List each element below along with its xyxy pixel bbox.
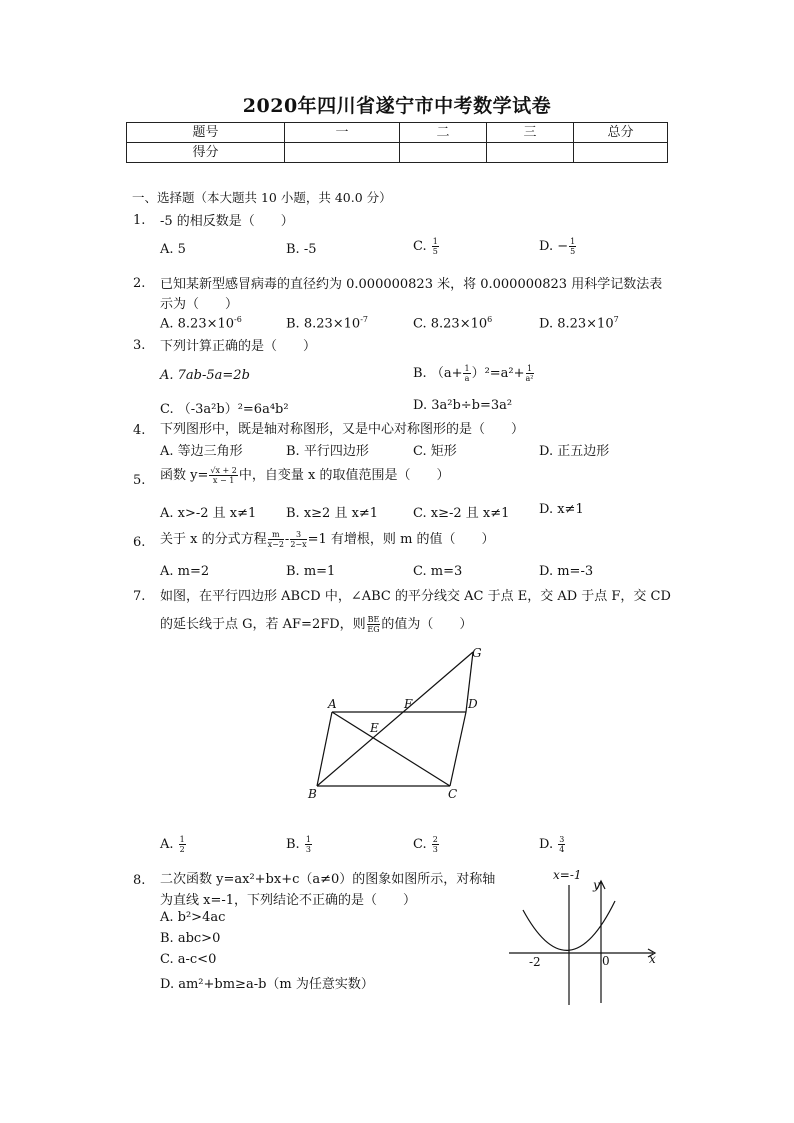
denominator: 2−x bbox=[290, 540, 307, 549]
label-c: C bbox=[448, 787, 458, 801]
stem-text: 函数 y= bbox=[160, 468, 209, 483]
option-a[interactable]: A. x>-2 且 x≠1 bbox=[160, 506, 257, 521]
numerator: 2 bbox=[432, 835, 438, 844]
option-d[interactable] bbox=[539, 835, 566, 854]
question-number: 5. bbox=[133, 473, 146, 488]
parallelogram-figure bbox=[300, 640, 500, 805]
option-text: B. （a+ bbox=[413, 366, 463, 381]
fraction bbox=[432, 237, 439, 256]
option-label: D. bbox=[539, 837, 558, 852]
label-f: F bbox=[404, 697, 413, 711]
option-label: C. bbox=[413, 239, 431, 254]
denominator: 2 bbox=[179, 845, 185, 854]
numerator: 3 bbox=[290, 530, 306, 540]
option-text: D. 8.23×10 bbox=[539, 316, 614, 332]
numerator: 1 bbox=[526, 364, 533, 373]
option-b[interactable]: B. m=1 bbox=[286, 564, 336, 579]
score-row-label: 得分 bbox=[127, 143, 285, 163]
fraction bbox=[432, 835, 439, 854]
score-header-cell: 二 bbox=[400, 123, 487, 143]
option-a[interactable]: A. 5 bbox=[160, 242, 186, 257]
fraction bbox=[268, 530, 284, 549]
question-stem: 为直线 x=-1，下列结论不正确的是（ ） bbox=[160, 893, 417, 908]
option-c[interactable] bbox=[413, 237, 440, 256]
denominator: 3 bbox=[305, 845, 311, 854]
fraction bbox=[179, 835, 186, 854]
option-c[interactable]: C. a-c<0 bbox=[160, 952, 217, 967]
section-heading: 一、选择题（本大题共 10 小题，共 40.0 分） bbox=[132, 190, 392, 205]
score-cell[interactable] bbox=[574, 143, 668, 163]
option-c[interactable]: C. （-3a²b）²=6a⁴b² bbox=[160, 402, 289, 417]
option-b[interactable] bbox=[413, 362, 535, 383]
score-table bbox=[126, 122, 668, 163]
segment-cd bbox=[450, 712, 466, 786]
score-cell[interactable] bbox=[285, 143, 400, 163]
fraction bbox=[558, 835, 565, 854]
fraction bbox=[305, 835, 312, 854]
numerator: m bbox=[268, 530, 284, 540]
option-label: D. − bbox=[539, 239, 569, 254]
page-title: 2020年四川省遂宁市中考数学试卷 bbox=[242, 95, 552, 117]
numerator: 1 bbox=[305, 835, 311, 844]
label-d: D bbox=[468, 697, 478, 711]
option-label: B. bbox=[286, 837, 304, 852]
stem-text: 的值为（ ） bbox=[381, 617, 473, 632]
question-number: 6. bbox=[133, 535, 146, 550]
stem-text: 的延长线于点 G，若 AF=2FD，则 bbox=[160, 617, 366, 632]
option-c[interactable] bbox=[413, 835, 440, 854]
option-text: A. 8.23×10 bbox=[160, 316, 235, 332]
option-a[interactable]: A. 等边三角形 bbox=[160, 444, 243, 459]
option-b[interactable]: B. -5 bbox=[286, 242, 317, 257]
question-stem: 示为（ ） bbox=[160, 297, 239, 312]
parabola-graph bbox=[505, 865, 665, 1010]
question-number: 7. bbox=[133, 589, 146, 604]
option-a[interactable]: A. m=2 bbox=[160, 564, 210, 579]
option-c[interactable] bbox=[413, 315, 492, 331]
axis-of-symmetry-label: x=-1 bbox=[553, 868, 582, 882]
option-label: A. bbox=[160, 837, 178, 852]
tick-label-neg2: -2 bbox=[529, 955, 541, 969]
question-number: 2. bbox=[133, 276, 146, 291]
exponent: 7 bbox=[613, 315, 619, 324]
denominator: 3 bbox=[432, 845, 438, 854]
numerator: BE bbox=[367, 615, 380, 624]
question-number: 3. bbox=[133, 338, 146, 353]
score-cell[interactable] bbox=[400, 143, 487, 163]
option-d[interactable]: D. am²+bm≥a-b（m 为任意实数） bbox=[160, 977, 374, 992]
option-d[interactable] bbox=[539, 315, 619, 331]
score-cell[interactable] bbox=[487, 143, 574, 163]
label-b: B bbox=[308, 787, 317, 801]
option-label: C. bbox=[413, 837, 431, 852]
option-d[interactable]: D. 3a²b÷b=3a² bbox=[413, 398, 513, 413]
question-stem: 下列计算正确的是（ ） bbox=[160, 339, 317, 354]
fraction bbox=[209, 466, 238, 485]
question-stem: 下列图形中，既是轴对称图形，又是中心对称图形的是（ ） bbox=[160, 422, 525, 437]
option-b[interactable] bbox=[286, 835, 313, 854]
stem-text: 中，自变量 x 的取值范围是（ ） bbox=[238, 468, 450, 483]
option-text: ）²=a²+ bbox=[471, 366, 525, 381]
option-d[interactable]: D. x≠1 bbox=[539, 502, 584, 517]
label-e: E bbox=[370, 721, 379, 735]
question-stem: 已知某新型感冒病毒的直径约为 0.000000823 米，将 0.000000823 用科学记数法表 bbox=[160, 277, 663, 292]
numerator: √x + 2 bbox=[210, 466, 237, 475]
label-a: A bbox=[328, 697, 337, 711]
exponent: 6 bbox=[487, 315, 493, 324]
denominator: a² bbox=[525, 374, 534, 383]
option-a[interactable] bbox=[160, 835, 187, 854]
denominator: EG bbox=[367, 625, 380, 634]
question-stem: 如图，在平行四边形 ABCD 中，∠ABC 的平分线交 AC 于点 E，交 AD 于点 F，交 CD bbox=[160, 589, 671, 604]
question-stem: 二次函数 y=ax²+bx+c（a≠0）的图象如图所示，对称轴 bbox=[160, 872, 496, 887]
numerator: 1 bbox=[570, 237, 576, 246]
score-header-cell: 一 bbox=[285, 123, 400, 143]
y-axis-label: y bbox=[593, 878, 600, 892]
score-header-cell: 总分 bbox=[574, 123, 668, 143]
denominator: 4 bbox=[559, 845, 565, 854]
option-a[interactable]: A. 7ab-5a=2b bbox=[160, 368, 250, 383]
denominator: 5 bbox=[570, 247, 576, 256]
x-axis-label: x bbox=[649, 952, 656, 966]
denominator: 5 bbox=[432, 247, 438, 256]
numerator: 1 bbox=[464, 364, 470, 373]
option-b[interactable]: B. abc>0 bbox=[160, 931, 221, 946]
stem-text: =1 有增根，则 m 的值（ ） bbox=[307, 532, 495, 547]
option-text: B. 8.23×10 bbox=[286, 316, 361, 332]
option-a[interactable] bbox=[160, 315, 242, 331]
option-d[interactable]: D. 正五边形 bbox=[539, 444, 610, 459]
option-d[interactable] bbox=[539, 237, 577, 256]
score-header-cell: 题号 bbox=[127, 123, 285, 143]
denominator: x − 1 bbox=[212, 476, 235, 485]
fraction bbox=[526, 364, 534, 383]
fraction bbox=[463, 364, 470, 383]
option-c[interactable]: C. m=3 bbox=[413, 564, 463, 579]
score-header-cell: 三 bbox=[487, 123, 574, 143]
question-number: 1. bbox=[133, 213, 146, 228]
option-c[interactable]: C. x≥-2 且 x≠1 bbox=[413, 506, 510, 521]
option-b[interactable]: B. x≥2 且 x≠1 bbox=[286, 506, 379, 521]
numerator: 1 bbox=[179, 835, 185, 844]
option-b[interactable] bbox=[286, 315, 368, 331]
option-b[interactable]: B. 平行四边形 bbox=[286, 444, 369, 459]
stem-text: - bbox=[284, 532, 290, 547]
option-a[interactable]: A. b²>4ac bbox=[160, 910, 226, 925]
numerator: 1 bbox=[432, 237, 438, 246]
option-text: C. 8.23×10 bbox=[413, 316, 488, 332]
question-number: 8. bbox=[133, 873, 146, 888]
denominator: a bbox=[464, 374, 470, 383]
question-stem bbox=[160, 528, 495, 549]
segment-bg bbox=[317, 652, 473, 786]
question-stem bbox=[160, 613, 472, 634]
numerator: 3 bbox=[559, 835, 565, 844]
question-stem: -5 的相反数是（ ） bbox=[160, 214, 294, 229]
option-c[interactable]: C. 矩形 bbox=[413, 444, 457, 459]
exponent: -6 bbox=[234, 315, 242, 324]
label-g: G bbox=[472, 646, 482, 660]
exponent: -7 bbox=[360, 315, 368, 324]
question-stem bbox=[160, 464, 449, 485]
fraction bbox=[290, 530, 306, 549]
option-d[interactable]: D. m=-3 bbox=[539, 564, 594, 579]
fraction bbox=[367, 615, 381, 634]
question-number: 4. bbox=[133, 423, 146, 438]
fraction bbox=[569, 237, 576, 256]
stem-text: 关于 x 的分式方程 bbox=[160, 532, 267, 547]
denominator: x−2 bbox=[267, 540, 284, 549]
origin-label: 0 bbox=[602, 954, 610, 968]
